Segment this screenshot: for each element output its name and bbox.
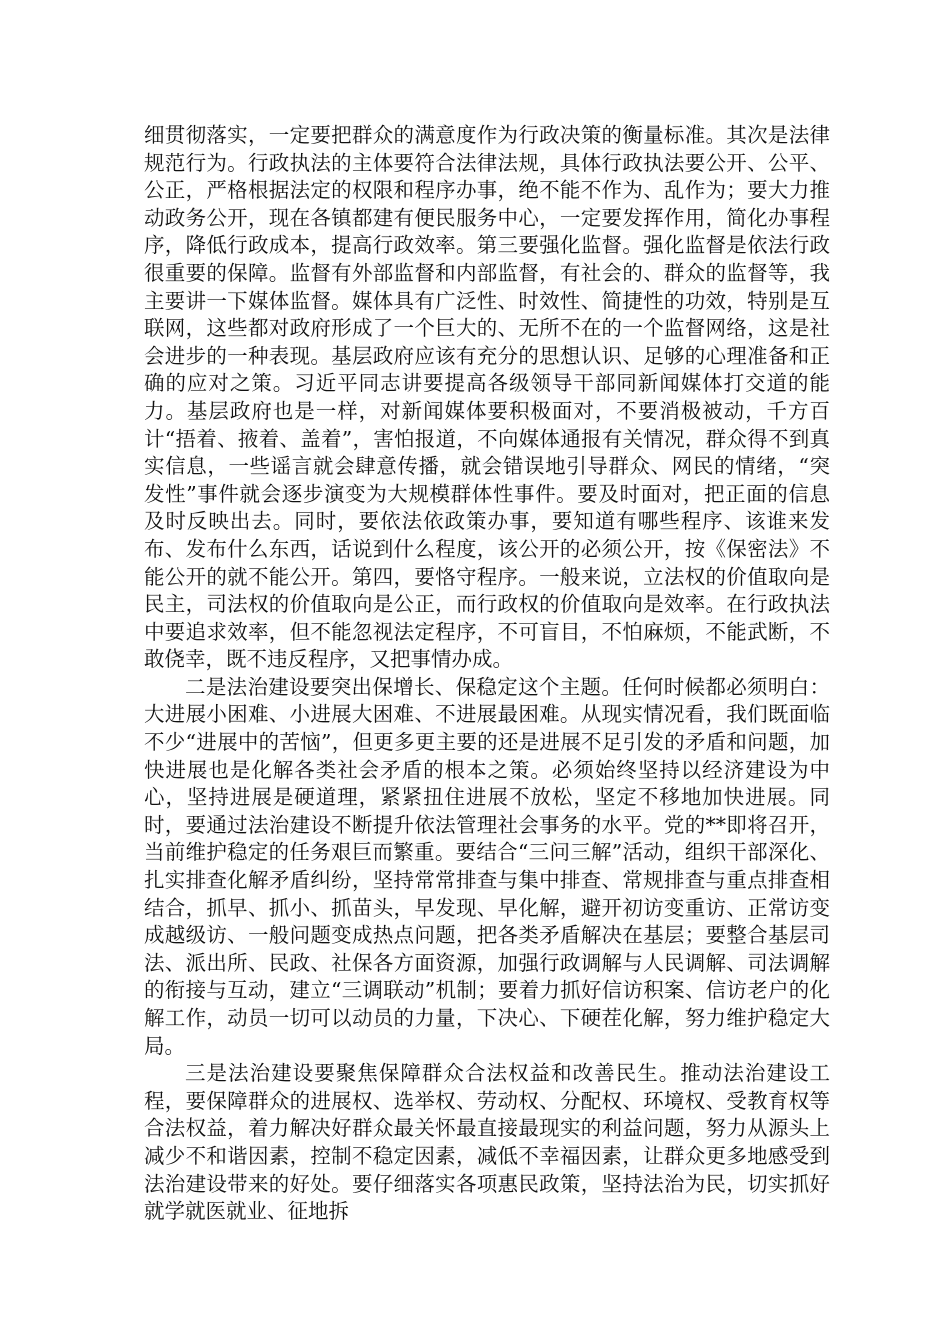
paragraph-3: 三是法治建设要聚焦保障群众合法权益和改善民生。推动法治建设工程，要保障群众的进展权、选举权、劳动权、分配权、环境权、受教育权等合法权益，着力解决好群众最关怀最直接最现实的利益问题，努力从源头上减少不和谐因素，控制不稳定因素，减低不幸福因素，让群众更多地感受到法治建设带来的好处。要仔细落实各项惠民政策，坚持法治为民，切实抓好就学就医就业、征地拆 [144, 1061, 830, 1224]
paragraph-1: 细贯彻落实，一定要把群众的满意度作为行政决策的衡量标准。其次是法律规范行为。行政执法的主体要符合法律法规，具体行政执法要公开、公平、公正，严格根据法定的权限和程序办事，绝不能不作为、乱作为；要大力推动政务公开，现在各镇都建有便民服务中心，一定要发挥作用，简化办事程序，降低行政成本，提高行政效率。第三要强化监督。强化监督是依法行政很重要的保障。监督有外部监督和内部监督，有社会的、群众的监督等，我主要讲一下媒体监督。媒体具有广泛性、时效性、简捷性的功效，特别是互联网，这些都对政府形成了一个巨大的、无所不在的一个监督网络，这是社会进步的一种表现。基层政府应该有充分的思想认识、足够的心理准备和正确的应对之策。习近平同志讲要提高各级领导干部同新闻媒体打交道的能力。基层政府也是一样，对新闻媒体要积极面对，不要消极被动，千方百计“捂着、掖着、盖着”，害怕报道，不向媒体通报有关情况，群众得不到真实信息，一些谣言就会肆意传播，就会错误地引导群众、网民的情绪，“突发性”事件就会逐步演变为大规模群体性事件。要及时面对，把正面的信息及时反映出去。同时，要依法依政策办事，要知道有哪些程序、该谁来发布、发布什么东西，话说到什么程度，该公开的必须公开，按《保密法》不能公开的就不能公开。第四，要恪守程序。一般来说，立法权的价值取向是民主，司法权的价值取向是公正，而行政权的价值取向是效率。在行政执法中要追求效率，但不能忽视法定程序，不可盲目，不怕麻烦，不能武断，不敢侥幸，既不违反程序，又把事情办成。 [144, 123, 830, 672]
paragraph-2: 二是法治建设要突出保增长、保稳定这个主题。任何时候都必须明白：大进展小困难、小进展大困难、不进展最困难。从现实情况看，我们既面临不少“进展中的苦恼”，但更多更主要的还是进展不足引发的矛盾和问题，加快进展也是化解各类社会矛盾的根本之策。必须始终坚持以经济建设为中心，坚持进展是硬道理，紧紧扭住进展不放松，坚定不移地加快进展。同时，要通过法治建设不断提升依法管理社会事务的水平。党的**即将召开，当前维护稳定的任务艰巨而繁重。要结合“三问三解”活动，组织干部深化、扎实排查化解矛盾纠纷，坚持常常排查与集中排查、常规排查与重点排查相结合，抓早、抓小、抓苗头，早发现、早化解，避开初访变重访、正常访变成越级访、一般问题变成热点问题，把各类矛盾解决在基层；要整合基层司法、派出所、民政、社保各方面资源，加强行政调解与人民调解、司法调解的衔接与互动，建立“三调联动”机制；要着力抓好信访积案、信访老户的化解工作，动员一切可以动员的力量，下决心、下硬茬化解，努力维护稳定大局。 [144, 674, 830, 1058]
document-page [144, 122, 830, 1226]
